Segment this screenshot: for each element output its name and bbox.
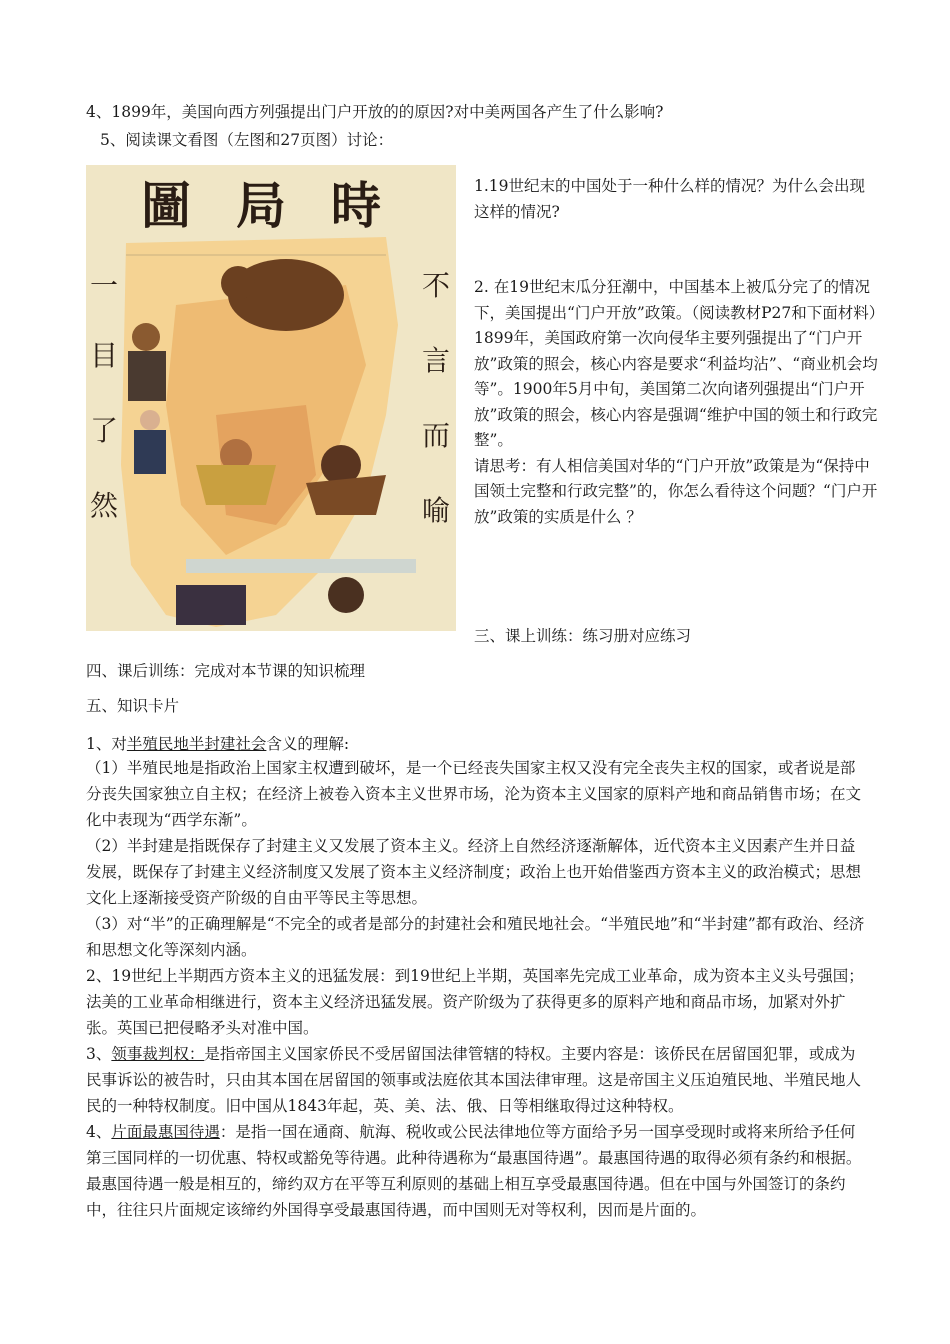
card-1-part-3: （3）对“半”的正确理解是“不完全的或者是部分的封建社会和殖民地社会。“半殖民地”和“半封建”都有政治、经济和思想文化等深刻内涵。 <box>86 915 865 959</box>
card-1-term: 半殖民地半封建社会 <box>126 735 267 753</box>
card-3-prefix: 3、 <box>86 1045 112 1063</box>
section-5: 五、知识卡片 <box>86 697 180 715</box>
card-1-part-1: （1）半殖民地是指政治上国家主权遭到破坏，是一个已经丧失国家主权又没有完全丧失主权的国家，或者说是部分丧失国家独立自主权；在经济上被卷入资本主义世界市场，沦为资本主义国家的原料产地和商品销售市场；在文化中表现为“西学东渐”。 <box>86 759 862 829</box>
cartoon-right-char-1: 不 <box>422 269 451 302</box>
card-3 <box>86 1041 868 1119</box>
material-text: 1899年，美国政府第一次向侵华主要列强提出了“门户开放”政策的照会，核心内容是要求“利益均沾”、“商业机会均等”。1900年5月中旬，美国第二次向诸列强提出“门户开放”政策的照会，核心内容是强调“维护中国的领土和行政完整”。 <box>474 329 878 449</box>
cartoon-title-char-2: 局 <box>236 176 286 235</box>
card-4-prefix: 4、 <box>86 1123 112 1141</box>
discussion-item-2 <box>474 275 885 530</box>
cartoon-title-char-3: 時 <box>331 176 381 235</box>
item-2-intro: 2. 在19世纪末瓜分狂潮中，中国基本上被瓜分完了的情况下，美国提出“门户开放”政策。（阅读教材P27和下面材料） <box>474 278 885 322</box>
section-4: 四、课后训练：完成对本节课的知识梳理 <box>86 662 366 680</box>
cartoon-left-char-4: 然 <box>90 489 119 522</box>
cartoon-right-char-2: 言 <box>422 344 451 377</box>
cartoon-left-char-1: 一 <box>90 269 119 302</box>
cartoon-figure <box>86 165 456 631</box>
card-4-text: ：是指一国在通商、航海、税收或公民法律地位等方面给予另一国享受现时或将来所给予任何第三国同样的一切优惠、特权或豁免等待遇。此种待遇称为“最惠国待遇”。最惠国待遇的取得必须有条约和根据。最惠国待遇一般是相互的，缔约双方在平等互利原则的基础上相互享受最惠国待遇。但在中国与外国签订的条约中，往往只片面规定该缔约外国得享受最惠国待遇，而中国则无对等权利，因而是片面的。 <box>86 1123 862 1219</box>
question-5: 5、阅读课文看图（左图和27页图）讨论： <box>100 131 394 149</box>
cartoon-left-char-2: 目 <box>90 339 119 372</box>
card-1-part-2: （2）半封建是指既保存了封建主义又发展了资本主义。经济上自然经济逐渐解体，近代资本主义因素产生并日益发展，既保存了封建主义经济制度又发展了资本主义经济制度；政治上也开始借鉴西方资本主义的政治模式；思想文化上逐渐接受资产阶级的自由平等民主等思想。 <box>86 837 862 907</box>
cartoon-left-char-3: 了 <box>90 414 119 447</box>
card-2: 2、19世纪上半期西方资本主义的迅猛发展：到19世纪上半期，英国率先完成工业革命，成为资本主义头号强国；法美的工业革命相继进行，资本主义经济迅猛发展。资产阶级为了获得更多的原料产地和商品市场，加紧对外扩张。英国已把侵略矛头对准中国。 <box>86 967 864 1037</box>
card-4-term: 片面最惠国待遇 <box>111 1123 220 1141</box>
card-3-text: 是指帝国主义国家侨民不受居留国法律管辖的特权。主要内容是：该侨民在居留国犯罪，或成为民事诉讼的被告时，只由其本国在居留国的领事或法庭依其本国法律审理。这是帝国主义压迫殖民地、半殖民地人民的一种特权制度。旧中国从1843年起，英、美、法、俄、日等相继取得过这种特权。 <box>86 1045 862 1115</box>
card-1-heading <box>86 733 349 755</box>
card-4 <box>86 1119 868 1223</box>
section-3: 三、课上训练：练习册对应练习 <box>474 627 692 645</box>
think-question: 请思考：有人相信美国对华的“门户开放”政策是为“保持中国领土完整和行政完整”的，你怎么看待这个问题？“门户开放”政策的实质是什么 ？ <box>474 456 878 526</box>
cartoon-right-char-4: 喻 <box>422 494 451 527</box>
question-4: 4、1899年，美国向西方列强提出门户开放的的原因?对中美两国各产生了什么影响? <box>86 103 664 121</box>
cartoon-title-char-1: 圖 <box>141 176 191 235</box>
cartoon-image <box>86 165 456 631</box>
card-3-term: 领事裁判权： <box>111 1045 205 1063</box>
cartoon-right-char-3: 而 <box>422 419 451 452</box>
card-1-suffix: 含义的理解: <box>266 735 350 753</box>
card-1-prefix: 1、对 <box>86 735 127 753</box>
discussion-item-1: 1.19世纪末的中国处于一种什么样的情况？为什么会出现这样的情况? <box>474 177 866 221</box>
